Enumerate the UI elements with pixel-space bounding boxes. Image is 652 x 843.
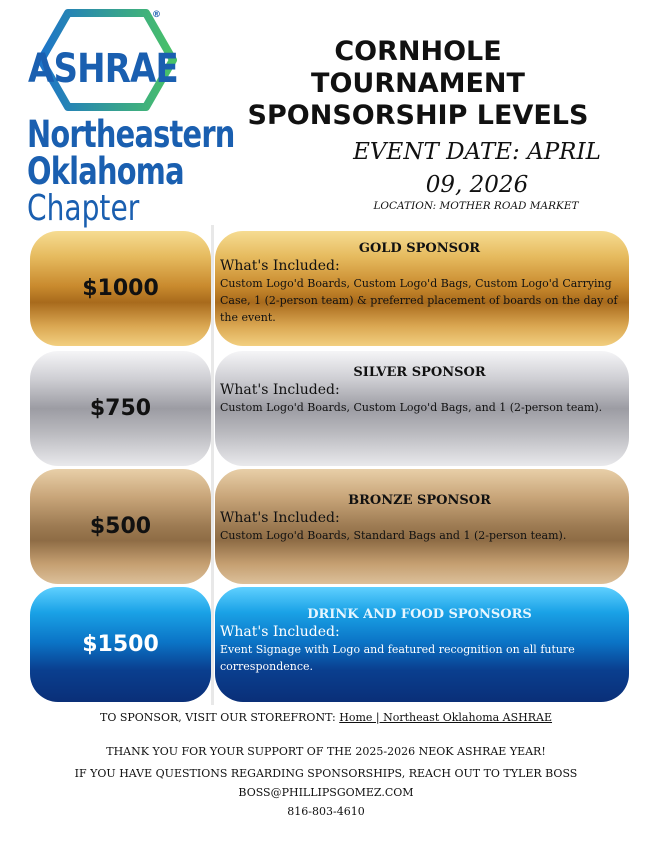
ashrae-wordmark: ASHRAE bbox=[28, 46, 178, 92]
event-date bbox=[352, 136, 602, 202]
vertical-divider bbox=[211, 225, 214, 705]
questions-line: IF YOU HAVE QUESTIONS REGARDING SPONSORSHIPS, REACH OUT TO TYLER BOSS bbox=[74, 767, 578, 780]
drink-food-level-name: DRINK AND FOOD SPONSORS bbox=[307, 607, 532, 622]
gold-price-pill bbox=[30, 231, 211, 346]
silver-description: Custom Logo'd Boards, Custom Logo'd Bags, and 1 (2-person team). bbox=[220, 401, 603, 414]
storefront-prefix: TO SPONSOR, VISIT OUR STOREFRONT: bbox=[99, 711, 340, 724]
silver-level-name: SILVER SPONSOR bbox=[353, 365, 486, 380]
registered-mark: ® bbox=[152, 10, 161, 20]
bronze-price: $500 bbox=[89, 514, 152, 539]
drink-food-description: Event Signage with Logo and featured recognition on all future correspondence. bbox=[220, 643, 575, 673]
storefront-line bbox=[0, 711, 652, 724]
gold-info-pill bbox=[215, 231, 629, 346]
drink-food-price-pill bbox=[30, 587, 211, 702]
event-location: LOCATION: MOTHER ROAD MARKET bbox=[373, 200, 579, 212]
chapter-logo bbox=[22, 8, 237, 229]
chapter-name-line2: Oklahoma bbox=[27, 150, 184, 193]
gold-price: $1000 bbox=[82, 276, 159, 301]
drink-food-included-label: What's Included: bbox=[220, 624, 340, 640]
bronze-level-name: BRONZE SPONSOR bbox=[348, 493, 491, 508]
chapter-name bbox=[27, 113, 293, 229]
bronze-included-label: What's Included: bbox=[220, 510, 340, 526]
chapter-name-line3: Chapter bbox=[27, 188, 140, 229]
contact-email[interactable]: BOSS@PHILLIPSGOMEZ.COM bbox=[238, 786, 414, 799]
bronze-info-pill bbox=[215, 469, 629, 584]
drink-food-info-pill bbox=[215, 587, 629, 702]
gold-level-name: GOLD SPONSOR bbox=[358, 241, 481, 256]
bronze-description: Custom Logo'd Boards, Standard Bags and 1 (2-person team). bbox=[220, 529, 567, 542]
thank-you-line: THANK YOU FOR YOUR SUPPORT OF THE 2025-2026 NEOK ASHRAE YEAR! bbox=[106, 745, 546, 758]
event-date-line2: 09, 2026 bbox=[425, 172, 529, 198]
contact-phone: 816-803-4610 bbox=[287, 805, 365, 818]
silver-info-pill bbox=[215, 351, 629, 466]
bronze-price-pill bbox=[30, 469, 211, 584]
gold-description: Custom Logo'd Boards, Custom Logo'd Bags, Custom Logo'd Carrying Case, 1 (2-person team) & preferred placement of boards on the day of the event. bbox=[220, 277, 618, 324]
silver-included-label: What's Included: bbox=[220, 382, 340, 398]
title-line1: CORNHOLE bbox=[334, 36, 502, 67]
page-title bbox=[238, 36, 598, 132]
chapter-name-line1: Northeastern bbox=[27, 113, 235, 156]
drink-food-price: $1500 bbox=[82, 632, 159, 657]
event-date-line1: EVENT DATE: APRIL bbox=[353, 139, 601, 165]
gold-included-label: What's Included: bbox=[220, 258, 340, 274]
title-line2: TOURNAMENT bbox=[311, 68, 525, 99]
title-line3: SPONSORSHIP LEVELS bbox=[247, 100, 589, 131]
silver-price-pill bbox=[30, 351, 211, 466]
storefront-link[interactable]: Home | Northeast Oklahoma ASHRAE bbox=[339, 711, 553, 724]
silver-price: $750 bbox=[89, 396, 152, 421]
